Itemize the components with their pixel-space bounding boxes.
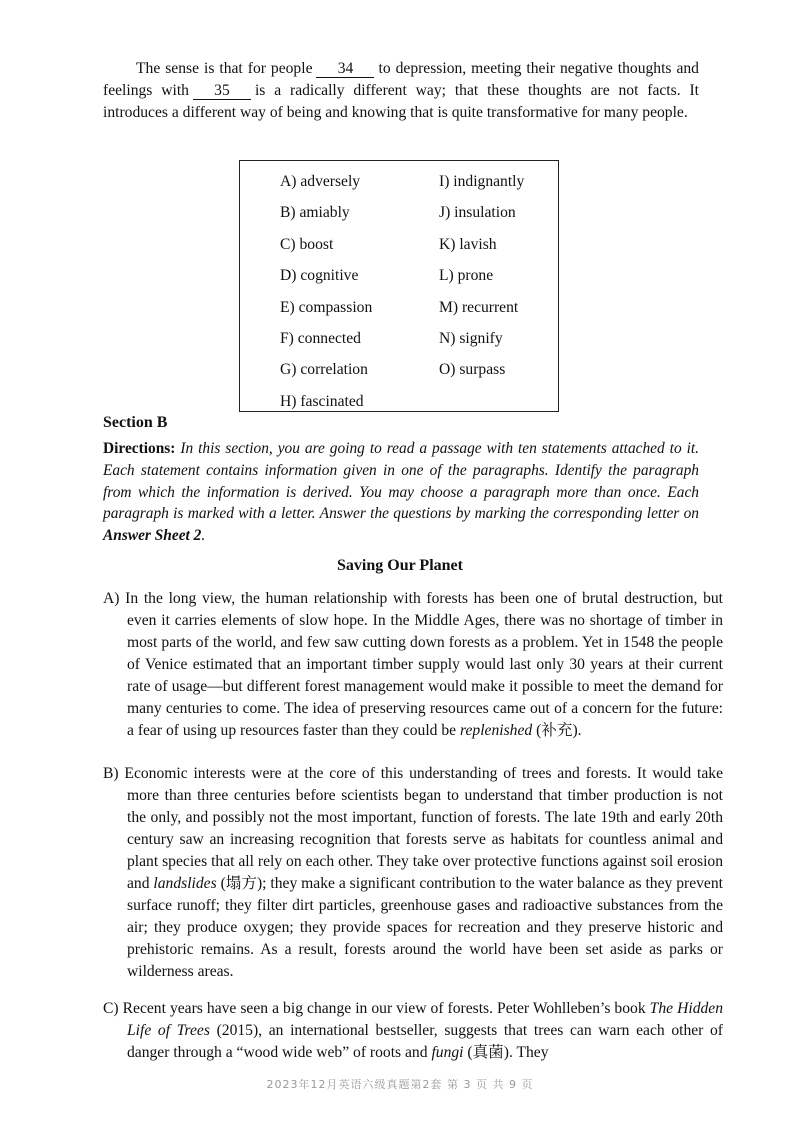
paragraph-text: Economic interests were at the core of this understanding of trees and forests. It would take more than three centuries before scientists began to understand that timber production is not the only, and possibly not the most important, function of forests. The late 19th and early 20th century saw an increasing recognition that forests serve as habitats for countless animal and plant species that all rely on each other. They take over protective functions against soil erosion and: [124, 765, 724, 892]
intro-text-3: is a radically different way; that these thoughts are not facts. It introduces a different way of being and knowing that is quite transformative for many people.: [103, 82, 699, 121]
word-option: I) indignantly: [439, 173, 525, 190]
paragraph-italic-term: fungi: [431, 1044, 464, 1061]
word-bank-box: [239, 160, 559, 412]
paragraph-italic-term: replenished: [459, 722, 533, 739]
intro-text-1: The sense is that for people: [136, 60, 313, 77]
word-option: O) surpass: [439, 361, 506, 379]
paragraph-text: Recent years have seen a big change in our view of forests. Peter Wohlleben’s book: [122, 1000, 646, 1017]
word-option: F) connected: [280, 329, 361, 347]
word-option: C) boost: [280, 235, 334, 253]
word-option: B) amiably: [280, 204, 350, 222]
word-option: D) cognitive: [280, 267, 359, 285]
answer-sheet-label: Answer Sheet 2: [103, 527, 202, 545]
word-bank-left-column: [280, 166, 372, 417]
word-option: J) insulation: [439, 204, 516, 222]
word-option: A) adversely: [280, 173, 361, 190]
word-bank-right-column: [439, 166, 524, 386]
word-option: H) fascinated: [280, 392, 364, 410]
paragraph-italic-title: The Hidden Life of Trees: [127, 1000, 723, 1039]
blank-34[interactable]: 34: [316, 60, 374, 78]
intro-text-2: to depression, meeting their negative thoughts and feelings with: [103, 60, 699, 99]
word-option: K) lavish: [439, 235, 497, 253]
paragraph-a: [103, 588, 723, 742]
word-option: G) correlation: [280, 361, 368, 379]
page-footer: 2023年12月英语六级真题第2套 第 3 页 共 9 页: [266, 1078, 534, 1091]
section-title: Section B: [103, 414, 168, 431]
paragraph-tail: (2015), an international bestseller, suggests that trees can warn each other of danger through a “wood wide web” of roots and: [127, 1022, 723, 1061]
paragraph-tail: (补充).: [532, 722, 582, 739]
blank-35[interactable]: 35: [193, 82, 251, 100]
word-option: L) prone: [439, 267, 494, 285]
paragraph-tail-2: (真菌). They: [463, 1044, 549, 1061]
paragraph-letter: B): [103, 765, 119, 782]
paragraph-text: In the long view, the human relationship with forests has been one of brutal destruction, but even it carries elements of slow hope. In the Middle Ages, there was no shortage of timber in most parts of the world, and few saw cutting down forests as a problem. Yet in 1548 the people of Venice estimated that an important timber supply would last only 30 years at their current rate of usage—but different forest management would make it possible to meet the demand for many centuries to come. The idea of preserving resources came out of a concern for the future: a fear of using up resources faster than they could be: [125, 590, 723, 739]
paragraph-tail: (塌方); they make a significant contribution to the water balance as they prevent surface runoff; they filter dirt particles, greenhouse gases and radioactive substances from the air; they produce oxygen; they provide spaces for recreation and they preserve historic and prehistoric remains. As a result, forests around the world have been set aside as parks or wilderness areas.: [127, 875, 723, 980]
paragraph-letter: A): [103, 590, 120, 607]
word-option: N) signify: [439, 329, 503, 347]
word-option: E) compassion: [280, 298, 373, 316]
paragraph-c: [103, 998, 723, 1064]
paragraph-b: [103, 763, 723, 983]
directions-label: Directions:: [103, 440, 176, 457]
intro-paragraph: [103, 58, 699, 124]
directions-period: .: [201, 527, 206, 545]
passage-title: Saving Our Planet: [337, 557, 463, 574]
paragraph-letter: C): [103, 1000, 119, 1017]
directions-text: In this section, you are going to read a passage with ten statements attached to it. Each statement contains information given in one of the paragraphs. Identify the paragraph from which the information is derived. You may choose a paragraph more than once. Each paragraph is marked with a letter. Answer the questions by marking the corresponding letter on: [103, 440, 699, 523]
directions: [103, 438, 699, 547]
paragraph-italic-term: landslides: [153, 875, 217, 892]
word-option: M) recurrent: [439, 298, 519, 316]
